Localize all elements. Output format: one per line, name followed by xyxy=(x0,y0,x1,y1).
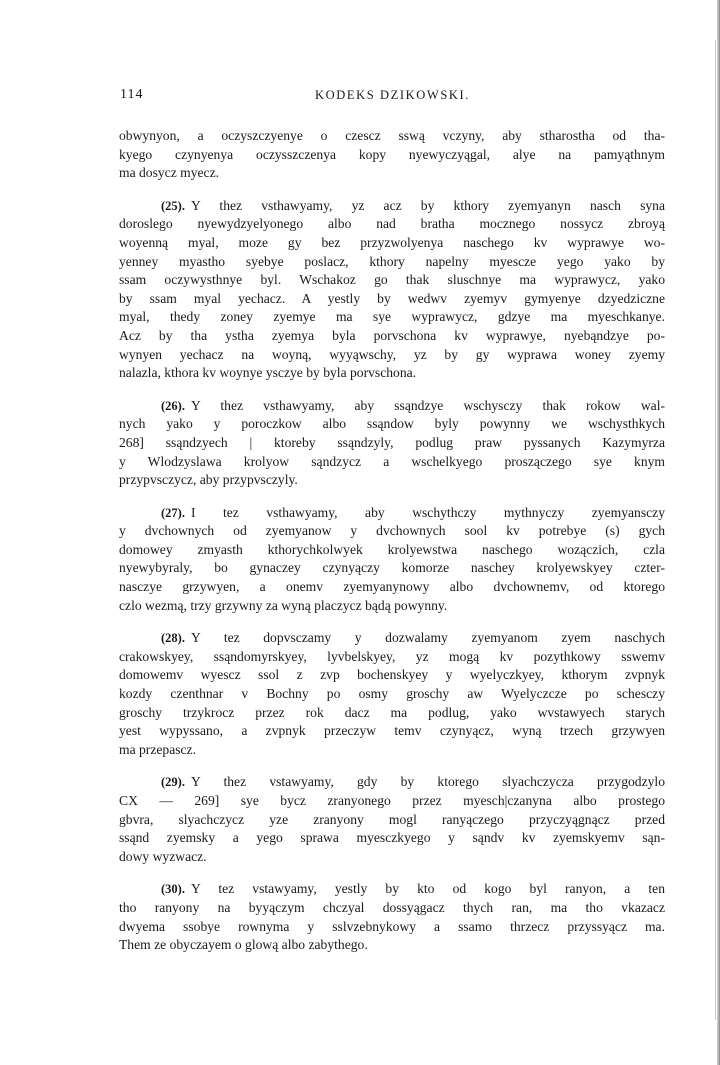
text-line xyxy=(119,197,665,216)
paragraph-29 xyxy=(119,773,665,866)
text-line xyxy=(119,504,665,523)
text-line: nyewybyraly, bo gynaczey czynyączy komorze naschey krolyewskyey czter- xyxy=(119,560,665,576)
text-line-content: Y tez dopvsczamy y dozwalamy zyemyanom zyem naschych xyxy=(190,630,665,646)
article-number: (25). xyxy=(161,198,185,213)
text-line: yest wypyssano, a zvpnyk przeczyw temv czynyącz, wyną trzech grzywyen xyxy=(119,723,665,739)
text-line: yenney myastho syebye poslacz, kthory napelny myescze yego yako by xyxy=(119,253,665,269)
text-line: crakowskyey, ssąndomyrskyey, lyvbelskyey, yz mogą kv pozythkowy sswemv xyxy=(119,648,665,664)
text-line-content: Y thez vstawyamy, gdy by ktorego slyachczycza przygodzylo xyxy=(190,774,665,790)
text-line: kyego czynyenya oczysszczenya kopy nyewyczyągal, alye na pamyąthnym xyxy=(119,146,665,162)
text-line: dwyema ssobye rownyma y sslvzebnykowy a ssamo thrzecz przyssyącz ma. xyxy=(119,918,665,934)
text-line: nasczye grzywyen, a onemv zyemyanynowy albo dvchownemv, od ktorego xyxy=(119,579,665,595)
text-line: domowey zmyasth kthorychkolwyek krolyewstwa naschego wozączich, czla xyxy=(119,541,665,557)
text-line xyxy=(119,773,665,792)
text-line-content: Y tez vstawyamy, yestly by kto od kogo byl ranyon, a ten xyxy=(190,881,665,897)
text-line: 268] ssąndzyech | ktoreby ssąndzyly, podlug praw pyssanych Kazymyrza xyxy=(119,434,665,450)
text-line: myal, thedy zoney zyemye ma sye wyprawycz, gdzye ma myeschkanye. xyxy=(119,309,665,325)
text-line: przypvsczycz, aby przypvsczyly. xyxy=(119,472,298,488)
text-line-content: Y thez vsthawyamy, yz acz by kthory zyemyanyn nasch syna xyxy=(190,197,665,213)
text-line: nych yako y poroczkow albo ssąndow byly powynny we wschysthkych xyxy=(119,416,665,432)
text-line: ma dosycz myecz. xyxy=(119,165,220,181)
text-line: y Wlodzyslawa krolyow sąndzycz a wschelkyego proszączego sye knym xyxy=(119,453,665,469)
text-line: dowy wyzwacz. xyxy=(119,848,207,864)
text-line: kozdy czenthnar v Bochny po osmy groschy aw Wyelyczcze po schesczy xyxy=(119,686,665,702)
paragraph-30 xyxy=(119,880,665,954)
text-line: domowemv wyescz ssol z zvp bochenskyey y wyelyczkyey, kthorym zvpnyk xyxy=(119,667,665,683)
paragraph-24-end xyxy=(119,127,665,183)
text-line: ssąnd zyemsky a yego sprawa myesczkyego y sąndv kv zyemskyemv sąn- xyxy=(119,830,665,846)
text-line: by ssam myal yechacz. A yestly by wedwv zyemyv gymyenye dzyedziczne xyxy=(119,290,665,306)
running-title: KODEKS DZIKOWSKI. xyxy=(315,88,470,102)
page-edge-line xyxy=(715,40,716,1020)
text-line: tho ranyony na byyączym chczyal dossyągacz thych ran, ma tho vkazacz xyxy=(119,899,665,915)
paragraph-28 xyxy=(119,629,665,759)
text-line: Acz by tha ystha zyemya byla porvschona kv wyprawye, nyebąndzye po- xyxy=(119,327,665,343)
text-line: woyenną myal, moze gy bez przyzwolyenya naschego kv wyprawye wo- xyxy=(119,234,665,250)
text-line xyxy=(119,629,665,648)
text-line: gbvra, slyachczycz yze zranyony mogl ranyączego przyczyągnącz przed xyxy=(119,811,665,827)
page-header xyxy=(120,87,665,107)
paragraph-26 xyxy=(119,397,665,490)
text-line: groschy trzykrocz przez rok dacz ma podlug, yako wvstawyech starych xyxy=(119,704,665,720)
text-line: Them ze obyczayem o glową albo zabythego. xyxy=(119,937,368,953)
text-line: doroslego nyewydzyelyonego albo nad bratha mocznego nossycz zbroyą xyxy=(119,216,665,232)
paragraph-25 xyxy=(119,197,665,383)
text-line xyxy=(119,397,665,416)
article-number: (28). xyxy=(161,631,185,646)
text-line-content: Y thez vsthawyamy, aby ssąndzye wschysczy thak rokow wal- xyxy=(190,397,665,413)
paragraph-27 xyxy=(119,504,665,616)
text-line xyxy=(119,880,665,899)
text-line: ma przepascz. xyxy=(119,741,196,757)
page-number: 114 xyxy=(120,87,144,102)
text-line: wynyen yechacz na woyną, wyyąwschy, yz by gy wyprawa woney zyemy xyxy=(119,346,665,362)
text-line-content: I tez vsthawyamy, aby wschythczy mythnyczy zyemyansczy xyxy=(190,504,665,520)
article-number: (30). xyxy=(161,882,185,897)
text-line: CX — 269] sye bycz zranyonego przez myesch|czanyna albo prostego xyxy=(119,793,665,808)
text-line: ssam oczywysthnye byl. Wschakoz go thak sluschnye ma wyprawycz, yako xyxy=(119,272,665,288)
body-text xyxy=(119,127,665,969)
article-number: (26). xyxy=(161,398,185,413)
article-number: (27). xyxy=(161,505,185,520)
text-line: obwynyon, a oczyszczyenye o czescz sswą vczyny, aby stharostha od tha- xyxy=(119,128,665,143)
text-line: y dvchownych od zyemyanow y dvchownych sool kv potrebye (s) gych xyxy=(119,523,665,539)
text-line: czlo wezmą, trzy grzywny za wyną placzycz bądą powynny. xyxy=(119,597,448,613)
article-number: (29). xyxy=(161,775,185,790)
text-line: nalazla, kthora kv woynye ysczye by byla porvschona. xyxy=(119,365,417,381)
